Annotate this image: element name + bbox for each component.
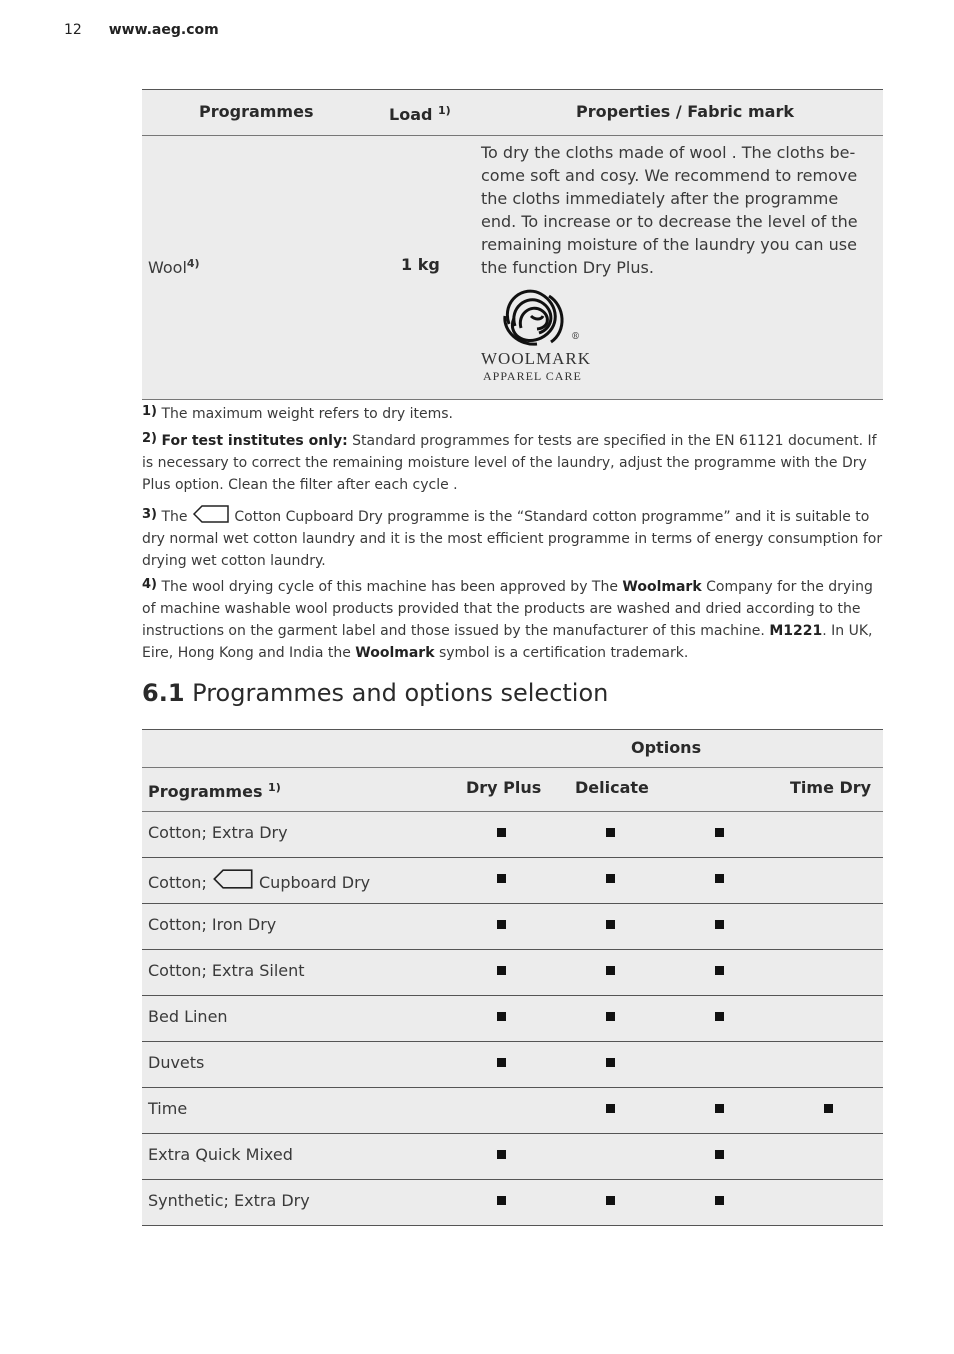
woolmark-logo-icon bbox=[479, 276, 599, 391]
option-mark-icon bbox=[606, 920, 615, 929]
option-mark-icon bbox=[715, 828, 724, 837]
footnote-4-t2: Company for the drying of machine washable wool products provided that the products are washed and dried according to the instructions on the garment label and those issued by the manufacturer of this machine. bbox=[142, 579, 873, 639]
col-load-label: Load bbox=[389, 105, 433, 124]
option-mark-icon bbox=[715, 1196, 724, 1205]
woolmark-reg: ® bbox=[571, 332, 580, 342]
footnote-2-num: 2) bbox=[142, 431, 157, 446]
woolmark-subtext: APPAREL CARE bbox=[483, 369, 582, 383]
option-mark-icon bbox=[606, 874, 615, 883]
programme-name: Cotton; Extra Dry bbox=[148, 823, 288, 842]
table-row bbox=[142, 996, 883, 1042]
footnote-3-pre: The bbox=[161, 509, 192, 525]
option-mark-icon bbox=[497, 874, 506, 883]
table-row bbox=[142, 1042, 883, 1088]
section-heading bbox=[142, 679, 608, 707]
option-mark-icon bbox=[715, 1150, 724, 1159]
cupboard-dry-icon bbox=[192, 504, 230, 524]
option-mark-icon bbox=[497, 1196, 506, 1205]
footnote-4 bbox=[142, 574, 884, 664]
footnote-4-num: 4) bbox=[142, 577, 157, 592]
option-mark-icon bbox=[606, 1104, 615, 1113]
col-properties bbox=[576, 102, 794, 121]
woolmark-text: WOOLMARK bbox=[481, 349, 591, 368]
programme-name-pre: Cotton; bbox=[148, 873, 212, 892]
table-row bbox=[142, 950, 883, 996]
programme-name bbox=[148, 868, 370, 892]
option-mark-icon bbox=[497, 1058, 506, 1067]
wool-load: 1 kg bbox=[401, 255, 440, 274]
col-programmes-2 bbox=[148, 781, 281, 801]
table-row bbox=[142, 858, 883, 904]
option-mark-icon bbox=[497, 966, 506, 975]
programme-name: Bed Linen bbox=[148, 1007, 228, 1026]
table1-row-wool bbox=[142, 136, 883, 400]
option-mark-icon bbox=[497, 1012, 506, 1021]
footnote-4-t4: symbol is a certification trademark. bbox=[434, 645, 689, 661]
option-mark-icon bbox=[497, 920, 506, 929]
section-title: Programmes and options selection bbox=[184, 679, 609, 707]
option-mark-icon bbox=[715, 966, 724, 975]
option-mark-icon bbox=[824, 1104, 833, 1113]
col-programmes-label: Programmes bbox=[199, 102, 314, 121]
option-mark-icon bbox=[606, 1058, 615, 1067]
option-mark-icon bbox=[715, 874, 724, 883]
table-row bbox=[142, 1088, 883, 1134]
wool-programme-table bbox=[142, 89, 883, 400]
options-table bbox=[142, 729, 883, 1226]
table1-header bbox=[142, 89, 883, 136]
col-properties-label: Properties / Fabric mark bbox=[576, 102, 794, 121]
footnote-1-num: 1) bbox=[142, 404, 157, 419]
option-mark-icon bbox=[715, 1012, 724, 1021]
programme-name: Time bbox=[148, 1099, 188, 1118]
option-mark-icon bbox=[715, 920, 724, 929]
footnote-3-num: 3) bbox=[142, 507, 157, 522]
wool-name-sup: 4) bbox=[186, 257, 200, 270]
footnote-4-t3: . In UK, Eire, Hong Kong and India the bbox=[142, 623, 873, 661]
options-header-row bbox=[142, 729, 883, 768]
footnote-1-text: The maximum weight refers to dry items. bbox=[161, 406, 453, 422]
table-row bbox=[142, 1134, 883, 1180]
col-load bbox=[389, 104, 451, 124]
wool-description: To dry the cloths made of wool . The cloths be-come soft and cosy. We recommend to remove the cloths immediately after the programme end. To increase or to decrease the level of the remaining moisture of the laundry you can use the function Dry Plus. bbox=[481, 143, 858, 277]
option-mark-icon bbox=[497, 1150, 506, 1159]
table-row bbox=[142, 904, 883, 950]
option-mark-icon bbox=[606, 1012, 615, 1021]
col-programmes bbox=[199, 102, 313, 121]
options-column-header-row bbox=[142, 768, 883, 812]
site-url[interactable]: www.aeg.com bbox=[108, 22, 219, 38]
programme-name: Cotton; Iron Dry bbox=[148, 915, 277, 934]
col-programmes-2-sup: 1) bbox=[268, 781, 281, 794]
col-load-sup: 1) bbox=[438, 104, 451, 117]
table-row bbox=[142, 812, 883, 858]
page-number: 12 bbox=[64, 22, 82, 38]
footnote-1 bbox=[142, 401, 884, 425]
options-title: Options bbox=[631, 738, 702, 757]
footnote-2-text: Standard programmes for tests are specified in the EN 61121 document. If is necessary to correct the remaining moisture level of the laundry, adjust the programme with the Dry Plus option. Clean the filter after each cycle . bbox=[142, 433, 877, 493]
programme-name: Synthetic; Extra Dry bbox=[148, 1191, 310, 1210]
col-time-dry: Time Dry bbox=[790, 778, 872, 797]
option-mark-icon bbox=[606, 966, 615, 975]
option-mark-icon bbox=[606, 1196, 615, 1205]
footnote-2-bold: For test institutes only: bbox=[161, 433, 348, 449]
footnote-3 bbox=[142, 504, 884, 572]
programme-name-post: Cupboard Dry bbox=[253, 873, 371, 892]
wool-programme-name bbox=[148, 257, 200, 277]
programme-name: Extra Quick Mixed bbox=[148, 1145, 293, 1164]
footnote-4-b3: Woolmark bbox=[355, 645, 435, 661]
col-dry-plus: Dry Plus bbox=[466, 778, 542, 797]
footnote-3-text: Cotton Cupboard Dry programme is the “Standard cotton programme” and it is suitable to dry normal wet cotton laundry and it is the most efficient programme in terms of energy consumption for drying wet cotton laundry. bbox=[142, 509, 883, 569]
page-header bbox=[64, 22, 219, 38]
col-delicate: Delicate bbox=[575, 778, 649, 797]
programme-name: Cotton; Extra Silent bbox=[148, 961, 305, 980]
programme-name: Duvets bbox=[148, 1053, 205, 1072]
option-mark-icon bbox=[715, 1104, 724, 1113]
footnote-4-b1: Woolmark bbox=[622, 579, 702, 595]
wool-name-text: Wool bbox=[148, 258, 187, 277]
footnote-2 bbox=[142, 428, 884, 496]
footnote-4-t1: The wool drying cycle of this machine has been approved by The bbox=[161, 579, 623, 595]
footnote-4-b2: M1221 bbox=[769, 623, 823, 639]
cupboard-dry-icon bbox=[212, 868, 254, 890]
option-mark-icon bbox=[606, 828, 615, 837]
table-row bbox=[142, 1180, 883, 1226]
section-number: 6.1 bbox=[142, 679, 185, 707]
option-mark-icon bbox=[497, 828, 506, 837]
col-programmes-2-label: Programmes bbox=[148, 782, 263, 801]
